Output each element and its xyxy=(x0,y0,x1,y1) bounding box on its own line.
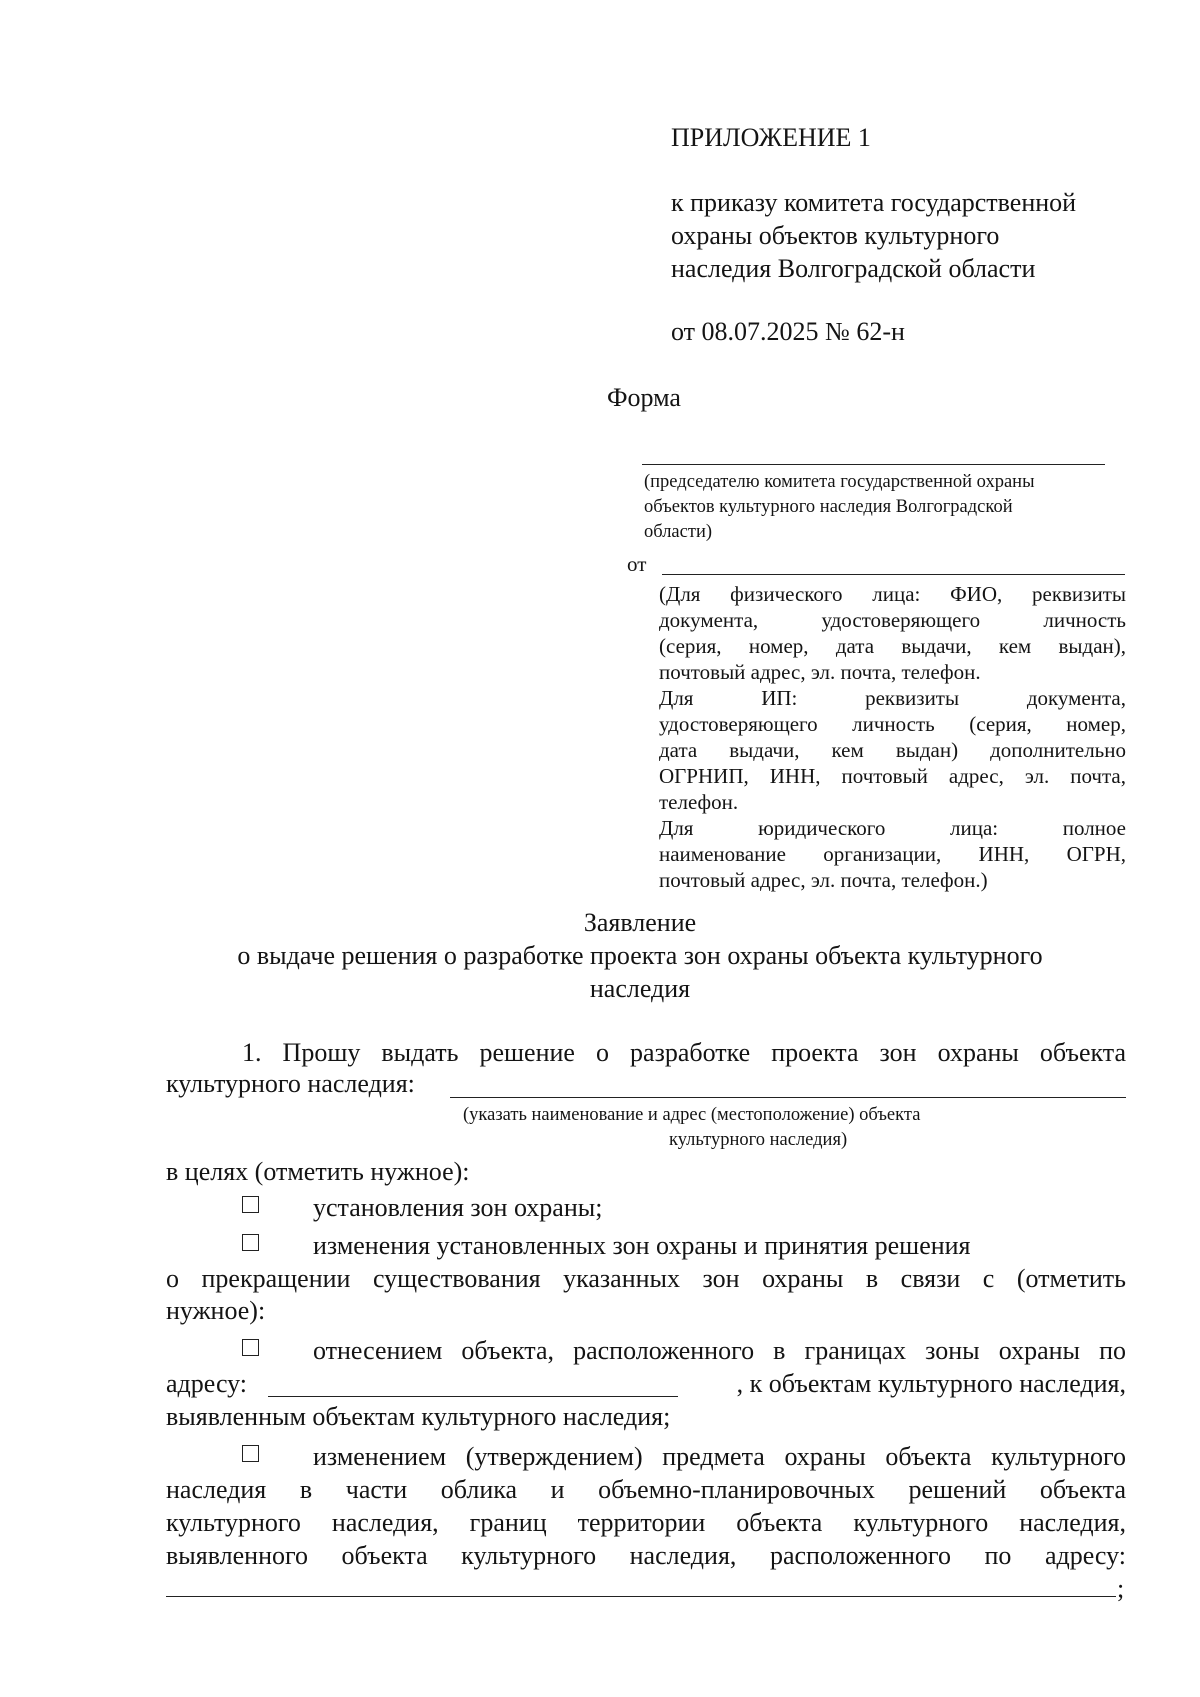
sub1-line-3: выявленным объектам культурного наследия; xyxy=(166,1402,671,1431)
ip-line-2: удостоверяющего личность (серия, номер, xyxy=(659,712,1126,736)
ip-line-3: дата выдачи, кем выдан) дополнительно xyxy=(659,738,1126,762)
phys-line-4: почтовый адрес, эл. почта, телефон. xyxy=(659,660,981,684)
phys-line-3: (серия, номер, дата выдачи, кем выдан), xyxy=(659,634,1126,658)
phys-line-1: (Для физического лица: ФИО, реквизиты xyxy=(659,582,1126,606)
sub1-line-1: отнесением объекта, расположенного в границах зоны охраны по xyxy=(313,1336,1126,1365)
sub2-end: ; xyxy=(1117,1574,1125,1603)
ip-line-4: ОГРНИП, ИНН, почтовый адрес, эл. почта, xyxy=(659,764,1126,788)
object-hint-1: (указать наименование и адрес (местоположение) объекта xyxy=(463,1105,921,1125)
document-title xyxy=(150,906,1130,1005)
sub1-address-label: адресу: xyxy=(166,1369,248,1398)
option-change-cont-2: нужное): xyxy=(166,1296,266,1325)
addressee-hint-2: объектов культурного наследия Волгоградской xyxy=(644,497,1013,517)
ip-line-1: Для ИП: реквизиты документа, xyxy=(659,686,1126,710)
checkbox-reclassify-object[interactable] xyxy=(242,1339,259,1356)
option-change-zones: изменения установленных зон охраны и принятия решения xyxy=(313,1231,971,1260)
sub2-line-4: выявленного объекта культурного наследия, расположенного по адресу: xyxy=(166,1541,1126,1570)
legal-line-1: Для юридического лица: полное xyxy=(659,816,1126,840)
addressee-hint-3: области) xyxy=(644,522,713,542)
sub2-line-1: изменением (утверждением) предмета охраны объекта культурного xyxy=(313,1442,1126,1471)
checkbox-change-zones[interactable] xyxy=(242,1234,259,1251)
purpose-label: в целях (отметить нужное): xyxy=(166,1157,470,1186)
title-line-3: наследия xyxy=(589,974,691,1003)
sub2-line-3: культурного наследия, границ территории объекта культурного наследия, xyxy=(166,1508,1126,1537)
form-label: Форма xyxy=(607,383,681,412)
title-line-2: о выдаче решения о разработке проекта зон охраны объекта культурного xyxy=(237,941,1043,970)
order-line-1: к приказу комитета государственной xyxy=(671,188,1077,217)
legal-line-2: наименование организации, ИНН, ОГРН, xyxy=(659,842,1126,866)
addressee-hint-1: (председателю комитета государственной охраны xyxy=(644,472,1035,492)
sub1-address-line[interactable] xyxy=(268,1396,678,1397)
sub2-address-line[interactable] xyxy=(166,1596,1116,1597)
checkbox-establish-zones[interactable] xyxy=(242,1196,259,1213)
object-hint-2: культурного наследия) xyxy=(669,1130,848,1150)
order-line-2: охраны объектов культурного xyxy=(671,221,1000,250)
appendix-title: ПРИЛОЖЕНИЕ 1 xyxy=(671,123,871,152)
p1-line-2: культурного наследия: xyxy=(166,1069,415,1098)
applicant-hint xyxy=(659,581,1126,893)
from-label: от xyxy=(627,552,647,576)
sub1-tail: , к объектам культурного наследия, xyxy=(736,1369,1126,1398)
ip-line-5: телефон. xyxy=(659,790,739,814)
order-line-3: наследия Волгоградской области xyxy=(671,254,1036,283)
option-establish-zones: установления зон охраны; xyxy=(313,1193,603,1222)
addressee-line[interactable] xyxy=(642,464,1105,465)
phys-line-2: документа, удостоверяющего личность xyxy=(659,608,1126,632)
sub2-line-2: наследия в части облика и объемно-планировочных решений объекта xyxy=(166,1475,1126,1504)
option-change-cont-1: о прекращении существования указанных зон охраны в связи с (отметить xyxy=(166,1264,1126,1293)
object-name-line[interactable] xyxy=(450,1097,1126,1098)
legal-line-3: почтовый адрес, эл. почта, телефон.) xyxy=(659,868,988,892)
from-line[interactable] xyxy=(662,574,1125,575)
checkbox-change-protection-subject[interactable] xyxy=(242,1445,259,1462)
p1-line-1: 1. Прошу выдать решение о разработке проекта зон охраны объекта xyxy=(242,1038,1126,1067)
title-line-1: Заявление xyxy=(583,908,697,937)
order-date: от 08.07.2025 № 62-н xyxy=(671,317,905,346)
